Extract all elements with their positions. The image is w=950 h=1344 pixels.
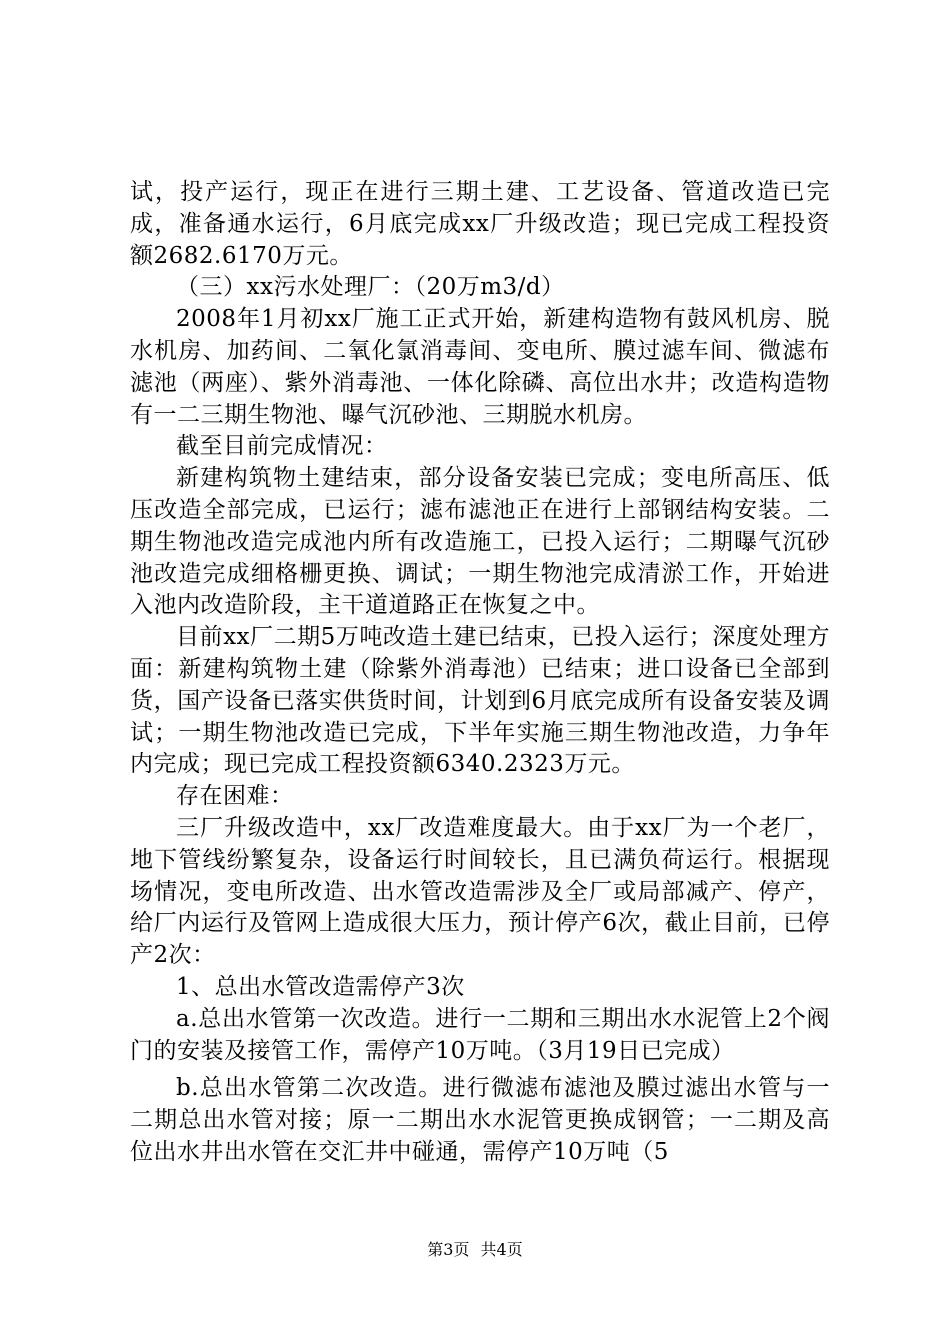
page-footer [0, 1240, 950, 1260]
section-heading-3: （三）xx污水处理厂：（20万m3/d） [176, 274, 565, 301]
list-item-a: a.总出水管第一次改造。进行一二期和三期出水水泥管上2个阀门的安装及接管工作，需停产10万吨。（3月19日已完成） [130, 1005, 830, 1064]
paragraph-current-status: 目前xx厂二期5万吨改造土建已结束，已投入运行；深度处理方面：新建构筑物土建（除紫外消毒池）已结束；进口设备已全部到货，国产设备已落实供货时间，计划到6月底完成所有设备安装及调试；一期生物池改造已完成，下半年实施三期生物池改造，力争年内完成；现已完成工程投资额6340.2323万元。 [130, 624, 830, 778]
paragraph-progress-heading: 截至目前完成情况： [176, 433, 388, 460]
paragraph-construction-start: 2008年1月初xx厂施工正式开始，新建构造物有鼓风机房、脱水机房、加药间、二氧化氯消毒间、变电所、膜过滤车间、微滤布滤池（两座）、紫外消毒池、一体化除磷、高位出水井；改造构造物有一二三期生物池、曝气沉砂池、三期脱水机房。 [130, 306, 830, 428]
paragraph-difficulties: 三厂升级改造中，xx厂改造难度最大。由于xx厂为一个老厂，地下管线纷繁复杂，设备运行时间较长，且已满负荷运行。根据现场情况，变电所改造、出水管改造需涉及全厂或局部减产、停产，给厂内运行及管网上造成很大压力，预计停产6次，截止目前，已停产2次： [130, 814, 830, 969]
paragraph-continuation: 试，投产运行，现正在进行三期土建、工艺设备、管道改造已完成，准备通水运行，6月底完成xx厂升级改造；现已完成工程投资额2682.6170万元。 [130, 179, 830, 269]
document-body [130, 177, 830, 1169]
list-item-1: 1、总出水管改造需停产3次 [176, 973, 465, 1000]
list-item-b: b.总出水管第二次改造。进行微滤布滤池及膜过滤出水管与一二期总出水管对接；原一二期出水水泥管更换成钢管；一二期及高位出水井出水管在交汇井中碰通，需停产10万吨（5 [130, 1075, 830, 1165]
paragraph-difficulties-heading: 存在困难： [176, 783, 294, 810]
paragraph-new-structures: 新建构筑物土建结束，部分设备安装已完成；变电所高压、低压改造全部完成，已运行；滤布滤池正在进行上部钢结构安装。二期生物池改造完成池内所有改造施工，已投入运行；二期曝气沉砂池改造完成细格栅更换、调试；一期生物池完成清淤工作，开始进入池内改造阶段，主干道道路正在恢复之中。 [130, 465, 830, 619]
page-number: 第3页 [427, 1240, 470, 1259]
page-total: 共4页 [480, 1240, 523, 1259]
